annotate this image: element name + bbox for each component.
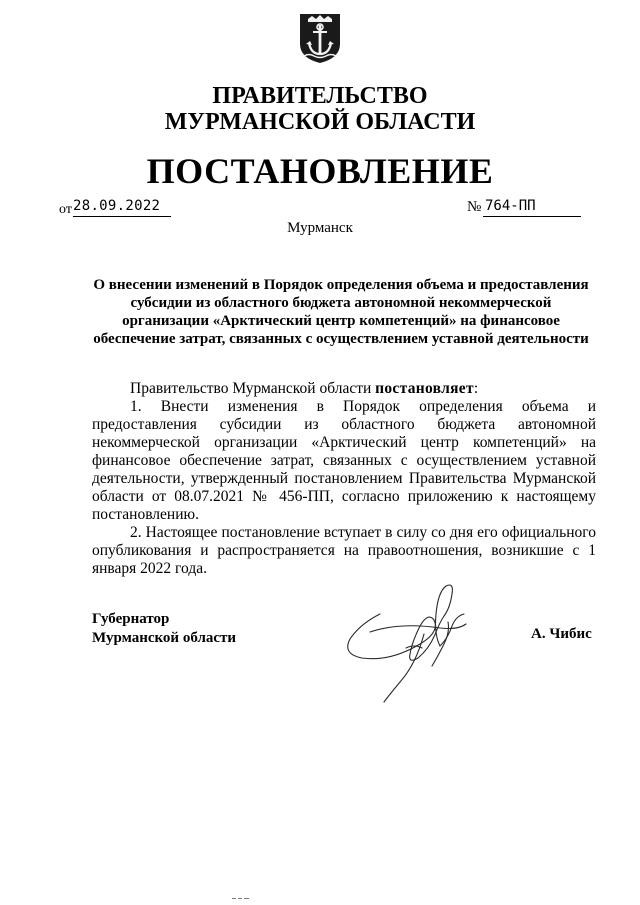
intro-paragraph [92,380,596,398]
signatory-name: А. Чибис [531,626,592,642]
document-subject: О внесении изменений в Порядок определения объема и предоставления субсидии из областного бюджета автономной некоммерческой организации «Арктический центр компетенций» на финансовое обеспечение затрат, связанных с осуществлением уставной деятельности [93,277,589,347]
government-title-line1: ПРАВИТЕЛЬСТВО [212,83,428,109]
intro-colon: : [473,380,479,397]
document-number: 764-ПП [483,198,581,217]
coat-of-arms-icon [298,12,342,64]
signatory-title-line2: Мурманской области [92,630,237,646]
number-label: № [467,199,482,215]
footer-mark [232,897,250,900]
government-title-line2: МУРМАНСКОЙ ОБЛАСТИ [164,109,476,135]
intro-text: Правительство Мурманской области [130,380,376,397]
document-type-heading: ПОСТАНОВЛЕНИЕ [146,151,494,191]
document-date: 28.09.2022 [73,198,171,217]
item-2-paragraph: 2. Настоящее постановление вступает в силу со дня его официального опубликования и распространяется на правоотношения, возникшие с 1 января 2022 года. [92,524,596,577]
handwritten-signature-icon [340,574,480,704]
signatory-title-line1: Губернатор [92,611,170,627]
document-body [92,380,596,578]
intro-keyword: постановляет [375,380,474,397]
signatory-title [92,610,236,648]
date-label: от [59,202,72,217]
item-1-paragraph: 1. Внести изменения в Порядок определения объема и предоставления субсидии из областного бюджета автономной некоммерческой организации «Арктический центр компетенций» на финансовое обеспечение затрат, связанных с осуществлением уставной деятельности, утвержденный постановлением Правительства Мурманской области от 08.07.2021 № 456-ПП, согласно приложению к настоящему постановлению. [92,398,596,523]
document-city: Мурманск [287,220,353,236]
